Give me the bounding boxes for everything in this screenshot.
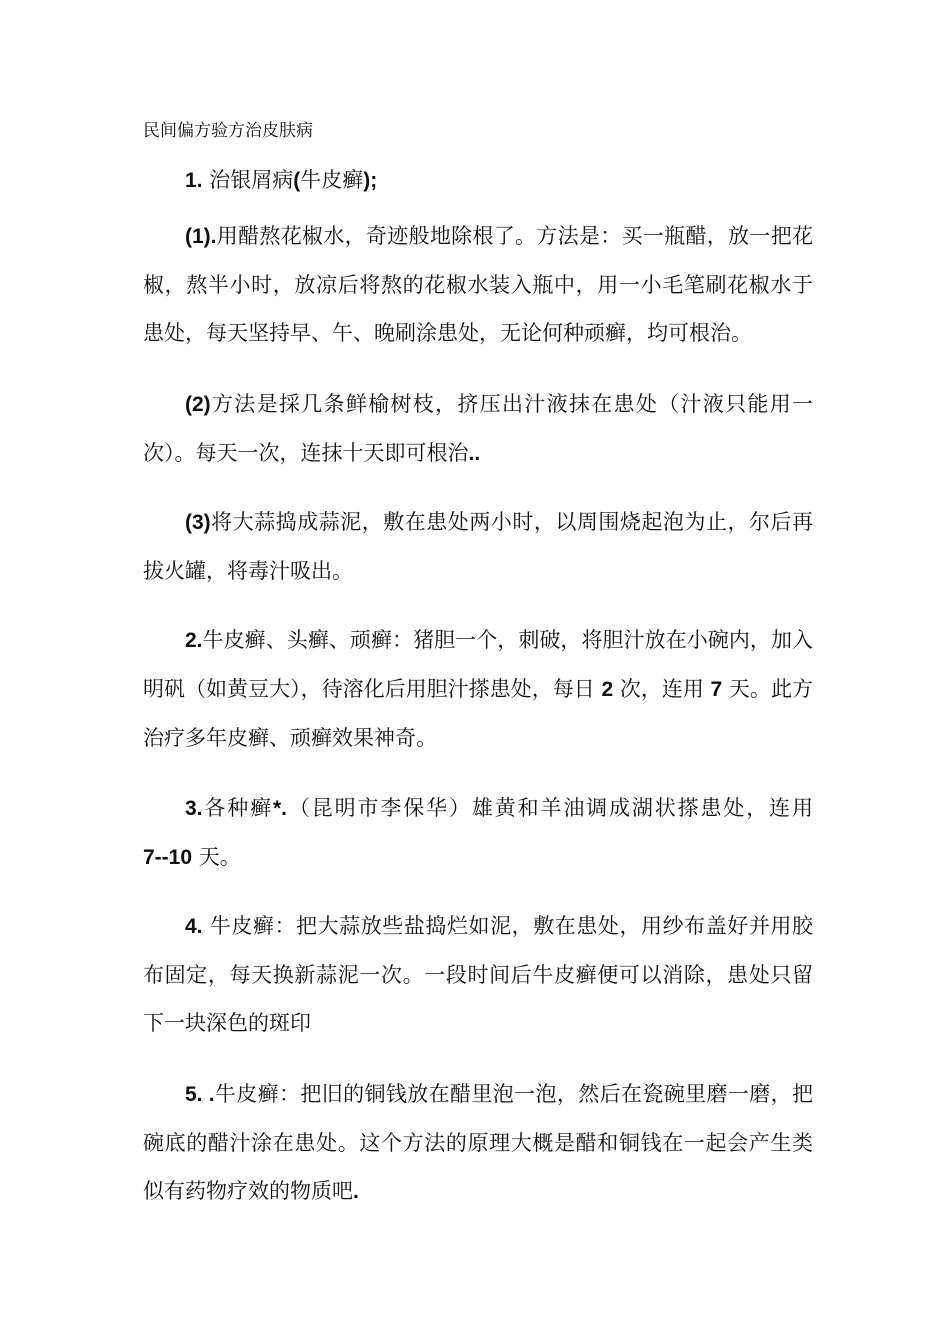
paren-close: ); [363, 169, 378, 192]
paragraph-3 [143, 784, 813, 882]
paragraph-text: 将大蒜捣成蒜泥，敷在患处两小时，以周围烧起泡为止，尔后再拔火罐，将毒汁吸出。 [143, 510, 813, 583]
paragraph-text: 天。此方治疗多年皮癣、顽癣效果神奇。 [143, 677, 813, 750]
item-number: (2) [185, 393, 211, 416]
paragraph-text: 牛皮癣：把大蒜放些盐捣烂如泥，敷在患处，用纱布盖好并用胶布固定，每天换新蒜泥一次。一段时间后牛皮癣便可以消除，患处只留下一块深色的斑印 [143, 914, 813, 1035]
paragraph-text: 牛皮癣、头癣、顽癣：猪胆一个，刺破，将胆汁放在小碗内，加入明矾（如黄豆大），待溶化后用胆汁搽患处，每日 [143, 628, 813, 701]
dose-count: 2 [601, 678, 614, 701]
day-range: 7--10 [143, 846, 193, 869]
paragraph-text: 次，连用 [619, 677, 704, 701]
paragraph-5 [143, 1070, 813, 1216]
day-count: 7 [710, 678, 723, 701]
paragraph-suffix: . [353, 1180, 359, 1203]
paragraph-1-2 [143, 380, 813, 478]
document-title: 民间偏方验方治皮肤病 [143, 121, 313, 141]
paragraph-text: 用醋熬花椒水，奇迹般地除根了。方法是：买一瓶醋，放一把花椒，熬半小时，放凉后将熬的花椒水装入瓶中，用一小毛笔刷花椒水于患处，每天坚持早、午、晚刷涂患处，无论何种顽癣，均可根治。 [143, 224, 813, 345]
item-number: 2. [185, 629, 203, 652]
paragraph-text: 天。 [198, 845, 241, 869]
paragraph-2 [143, 616, 813, 762]
footnote-mark: *. [273, 797, 288, 820]
heading-text-inner: 牛皮癣 [300, 168, 364, 192]
paragraph-suffix: .. [468, 442, 481, 465]
paren-open: ( [293, 169, 301, 192]
paragraph-text: 方法是採几条鲜榆树枝，挤压出汁液抹在患处（汁液只能用一次）。每天一次，连抹十天即可根治 [143, 392, 813, 465]
paragraph-1-3 [143, 498, 813, 595]
paragraph-text: 各种癣 [202, 796, 273, 820]
item-number: (1). [185, 225, 217, 248]
section-heading-1 [143, 156, 813, 205]
paragraph-1-1 [143, 212, 813, 357]
section-number: 1. [185, 169, 203, 192]
item-number: 4. [185, 915, 203, 938]
item-number: 3. [185, 797, 203, 820]
paragraph-4 [143, 902, 813, 1047]
item-number: 5. . [185, 1083, 215, 1106]
item-number: (3) [185, 511, 211, 534]
heading-text: 治银屑病 [209, 168, 294, 192]
paragraph-text: （昆明市李保华）雄黄和羊油调成湖状搽患处，连用 [287, 796, 814, 820]
paragraph-text: 牛皮癣：把旧的铜钱放在醋里泡一泡，然后在瓷碗里磨一磨，把碗底的醋汁涂在患处。这个方法的原理大概是醋和铜钱在一起会产生类似有药物疗效的物质吧 [143, 1082, 813, 1203]
